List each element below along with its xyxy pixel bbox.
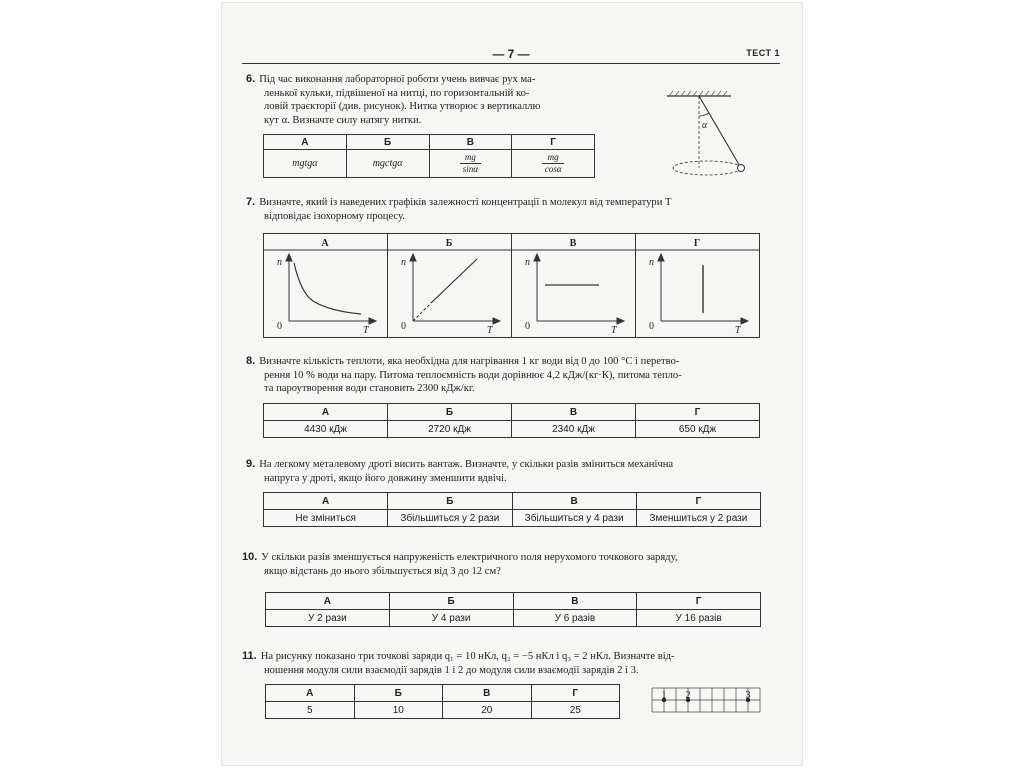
- question-number: 9.: [246, 458, 256, 470]
- axis-label-t: T: [487, 325, 493, 336]
- answer-value-b: [346, 150, 429, 178]
- graph-label-a: А: [321, 238, 329, 249]
- answer-option-a: А: [264, 404, 388, 421]
- answer-value-d: [512, 150, 595, 178]
- axis-label-n: n: [401, 257, 406, 268]
- answer-value-c: 20: [443, 702, 532, 719]
- axis-label-n: n: [649, 257, 654, 268]
- answer-option-b: Б: [388, 493, 512, 510]
- answer-value-b: 2720 кДж: [388, 421, 512, 438]
- answer-value-b: Збільшиться у 2 рази: [388, 510, 512, 527]
- answer-value-a: 4430 кДж: [264, 421, 388, 438]
- graph-curve-b: [431, 259, 477, 303]
- axis-label-n: n: [525, 257, 530, 268]
- question-number: 10.: [242, 551, 258, 563]
- answer-value-c: 2340 кДж: [512, 421, 636, 438]
- fraction-numerator: mg: [542, 152, 565, 164]
- question-text-line: ленької кульки, підвішеної на нитці, по горизонтальній ко-: [264, 87, 530, 99]
- answer-option-d: Г: [531, 685, 620, 702]
- answer-table-q9: [263, 492, 761, 527]
- answer-value-a: Не зміниться: [264, 510, 388, 527]
- answer-option-b: Б: [388, 404, 512, 421]
- answer-table-q10: [265, 592, 761, 627]
- answer-value-c: [429, 150, 512, 178]
- answer-value-c: Збільшиться у 4 рази: [512, 510, 636, 527]
- charge-label-3: 3: [745, 690, 751, 701]
- question-text-line: ношення модуля сили взаємодії зарядів 1 і 2 до модуля сили взаємодії зарядів 2 і 3.: [264, 664, 639, 676]
- question-text-line: відповідає ізохорному процесу.: [264, 210, 405, 222]
- answer-option-d: Г: [636, 493, 760, 510]
- question-8: [246, 355, 786, 396]
- question-9: [246, 458, 786, 485]
- question-number: 11.: [242, 650, 257, 662]
- question-text-line: напруга у дроті, якщо його довжину зменшити вдвічі.: [264, 472, 507, 484]
- origin-label: 0: [277, 321, 282, 332]
- answer-option-a: А: [266, 593, 390, 610]
- answer-option-c: В: [513, 593, 637, 610]
- formula-main: mg: [292, 158, 305, 169]
- question-10: [242, 551, 786, 578]
- answer-option-c: В: [429, 135, 512, 150]
- answer-value-d: 25: [531, 702, 620, 719]
- answer-option-c: В: [443, 685, 532, 702]
- question-text-line: рення 10 % води на пару. Питома теплоємність води дорівнює 4,2 кДж/(кг·К), питома тепло-: [264, 369, 682, 381]
- formula-func: tgα: [304, 158, 318, 169]
- answer-option-b: Б: [346, 135, 429, 150]
- charges-grid-figure: [650, 686, 764, 716]
- graph-label-c: В: [569, 238, 577, 249]
- answer-value-d: 650 кДж: [636, 421, 760, 438]
- answer-option-a: А: [264, 493, 388, 510]
- axis-label-t: T: [611, 325, 617, 336]
- answer-option-a: А: [266, 685, 355, 702]
- answer-table-q6: [263, 134, 595, 178]
- graph-curve-a: [294, 263, 361, 314]
- question-text-line: ловій траєкторії (див. рисунок). Нитка утворює з вертикаллю: [264, 101, 541, 112]
- question-text-line: Визначте, який із наведених графіків залежності концентрації n молекул від температури T: [259, 197, 672, 208]
- charge-label-2: 2: [685, 690, 691, 701]
- answer-value-a: У 2 рази: [266, 610, 390, 627]
- axis-label-t: T: [363, 325, 369, 336]
- question-text-line: На рисунку показано три точкові заряди q₁ = 10 нКл, q₂ = −5 нКл і q₃ = 2 нКл. Визначте від-: [260, 651, 675, 662]
- answer-value-c: У 6 разів: [513, 610, 637, 627]
- answer-option-d: Г: [512, 135, 595, 150]
- formula-main: mg: [372, 158, 385, 169]
- test-page: [222, 3, 802, 765]
- axis-label-n: n: [277, 257, 282, 268]
- question-7: [246, 196, 786, 223]
- question-text-line: На легкому металевому дроті висить вантаж. Визначте, у скільки разів зміниться механічна: [259, 459, 674, 470]
- origin-label: 0: [401, 321, 406, 332]
- test-label: ТЕСТ 1: [746, 48, 780, 58]
- answer-value-b: 10: [354, 702, 443, 719]
- charge-label-1: 1: [661, 690, 667, 701]
- axis-label-t: T: [735, 325, 741, 336]
- answer-option-a: А: [264, 135, 347, 150]
- question-6: [246, 73, 606, 127]
- formula-func: ctgα: [385, 158, 403, 169]
- answer-option-c: В: [512, 493, 636, 510]
- question-number: 7.: [246, 196, 256, 208]
- pendulum-figure: [657, 88, 752, 183]
- page-number: — 7 —: [492, 47, 530, 61]
- angle-label: α: [702, 120, 708, 131]
- answer-option-b: Б: [389, 593, 513, 610]
- graphs-q7: [263, 233, 761, 339]
- origin-label: 0: [525, 321, 530, 332]
- answer-option-d: Г: [636, 404, 760, 421]
- answer-value-b: У 4 рази: [389, 610, 513, 627]
- answer-value-a: 5: [266, 702, 355, 719]
- question-text-line: кут α. Визначте силу натягу нитки.: [264, 114, 422, 126]
- question-text-line: та пароутворення води становить 2300 кДж/кг.: [264, 383, 475, 394]
- answer-option-d: Г: [637, 593, 761, 610]
- fraction-denominator: cosα: [544, 164, 562, 174]
- question-11: [242, 650, 786, 677]
- answer-option-b: Б: [354, 685, 443, 702]
- fraction-denominator: sinα: [462, 164, 478, 174]
- answer-value-d: У 16 разів: [637, 610, 761, 627]
- fraction-numerator: mg: [460, 152, 481, 164]
- answer-option-c: В: [512, 404, 636, 421]
- page-header: [242, 47, 780, 64]
- question-text-line: У скільки разів зменшується напруженість електричного поля нерухомого точкового заряду,: [261, 552, 678, 563]
- graph-label-d: Г: [693, 238, 701, 249]
- graph-label-b: Б: [445, 238, 453, 249]
- answer-table-q11: [265, 684, 620, 719]
- question-text-line: Визначте кількість теплоти, яка необхідна для нагрівання 1 кг води від 0 до 100 °C і перетво-: [259, 356, 680, 367]
- answer-value-d: Зменшиться у 2 рази: [636, 510, 760, 527]
- answer-value-a: [264, 150, 347, 178]
- question-number: 8.: [246, 355, 256, 367]
- question-text-line: Під час виконання лабораторної роботи учень вивчає рух ма-: [259, 74, 536, 85]
- answer-table-q8: [263, 403, 760, 438]
- question-text-line: якщо відстань до нього збільшується від 3 до 12 см?: [264, 565, 501, 577]
- origin-label: 0: [649, 321, 654, 332]
- question-number: 6.: [246, 73, 256, 85]
